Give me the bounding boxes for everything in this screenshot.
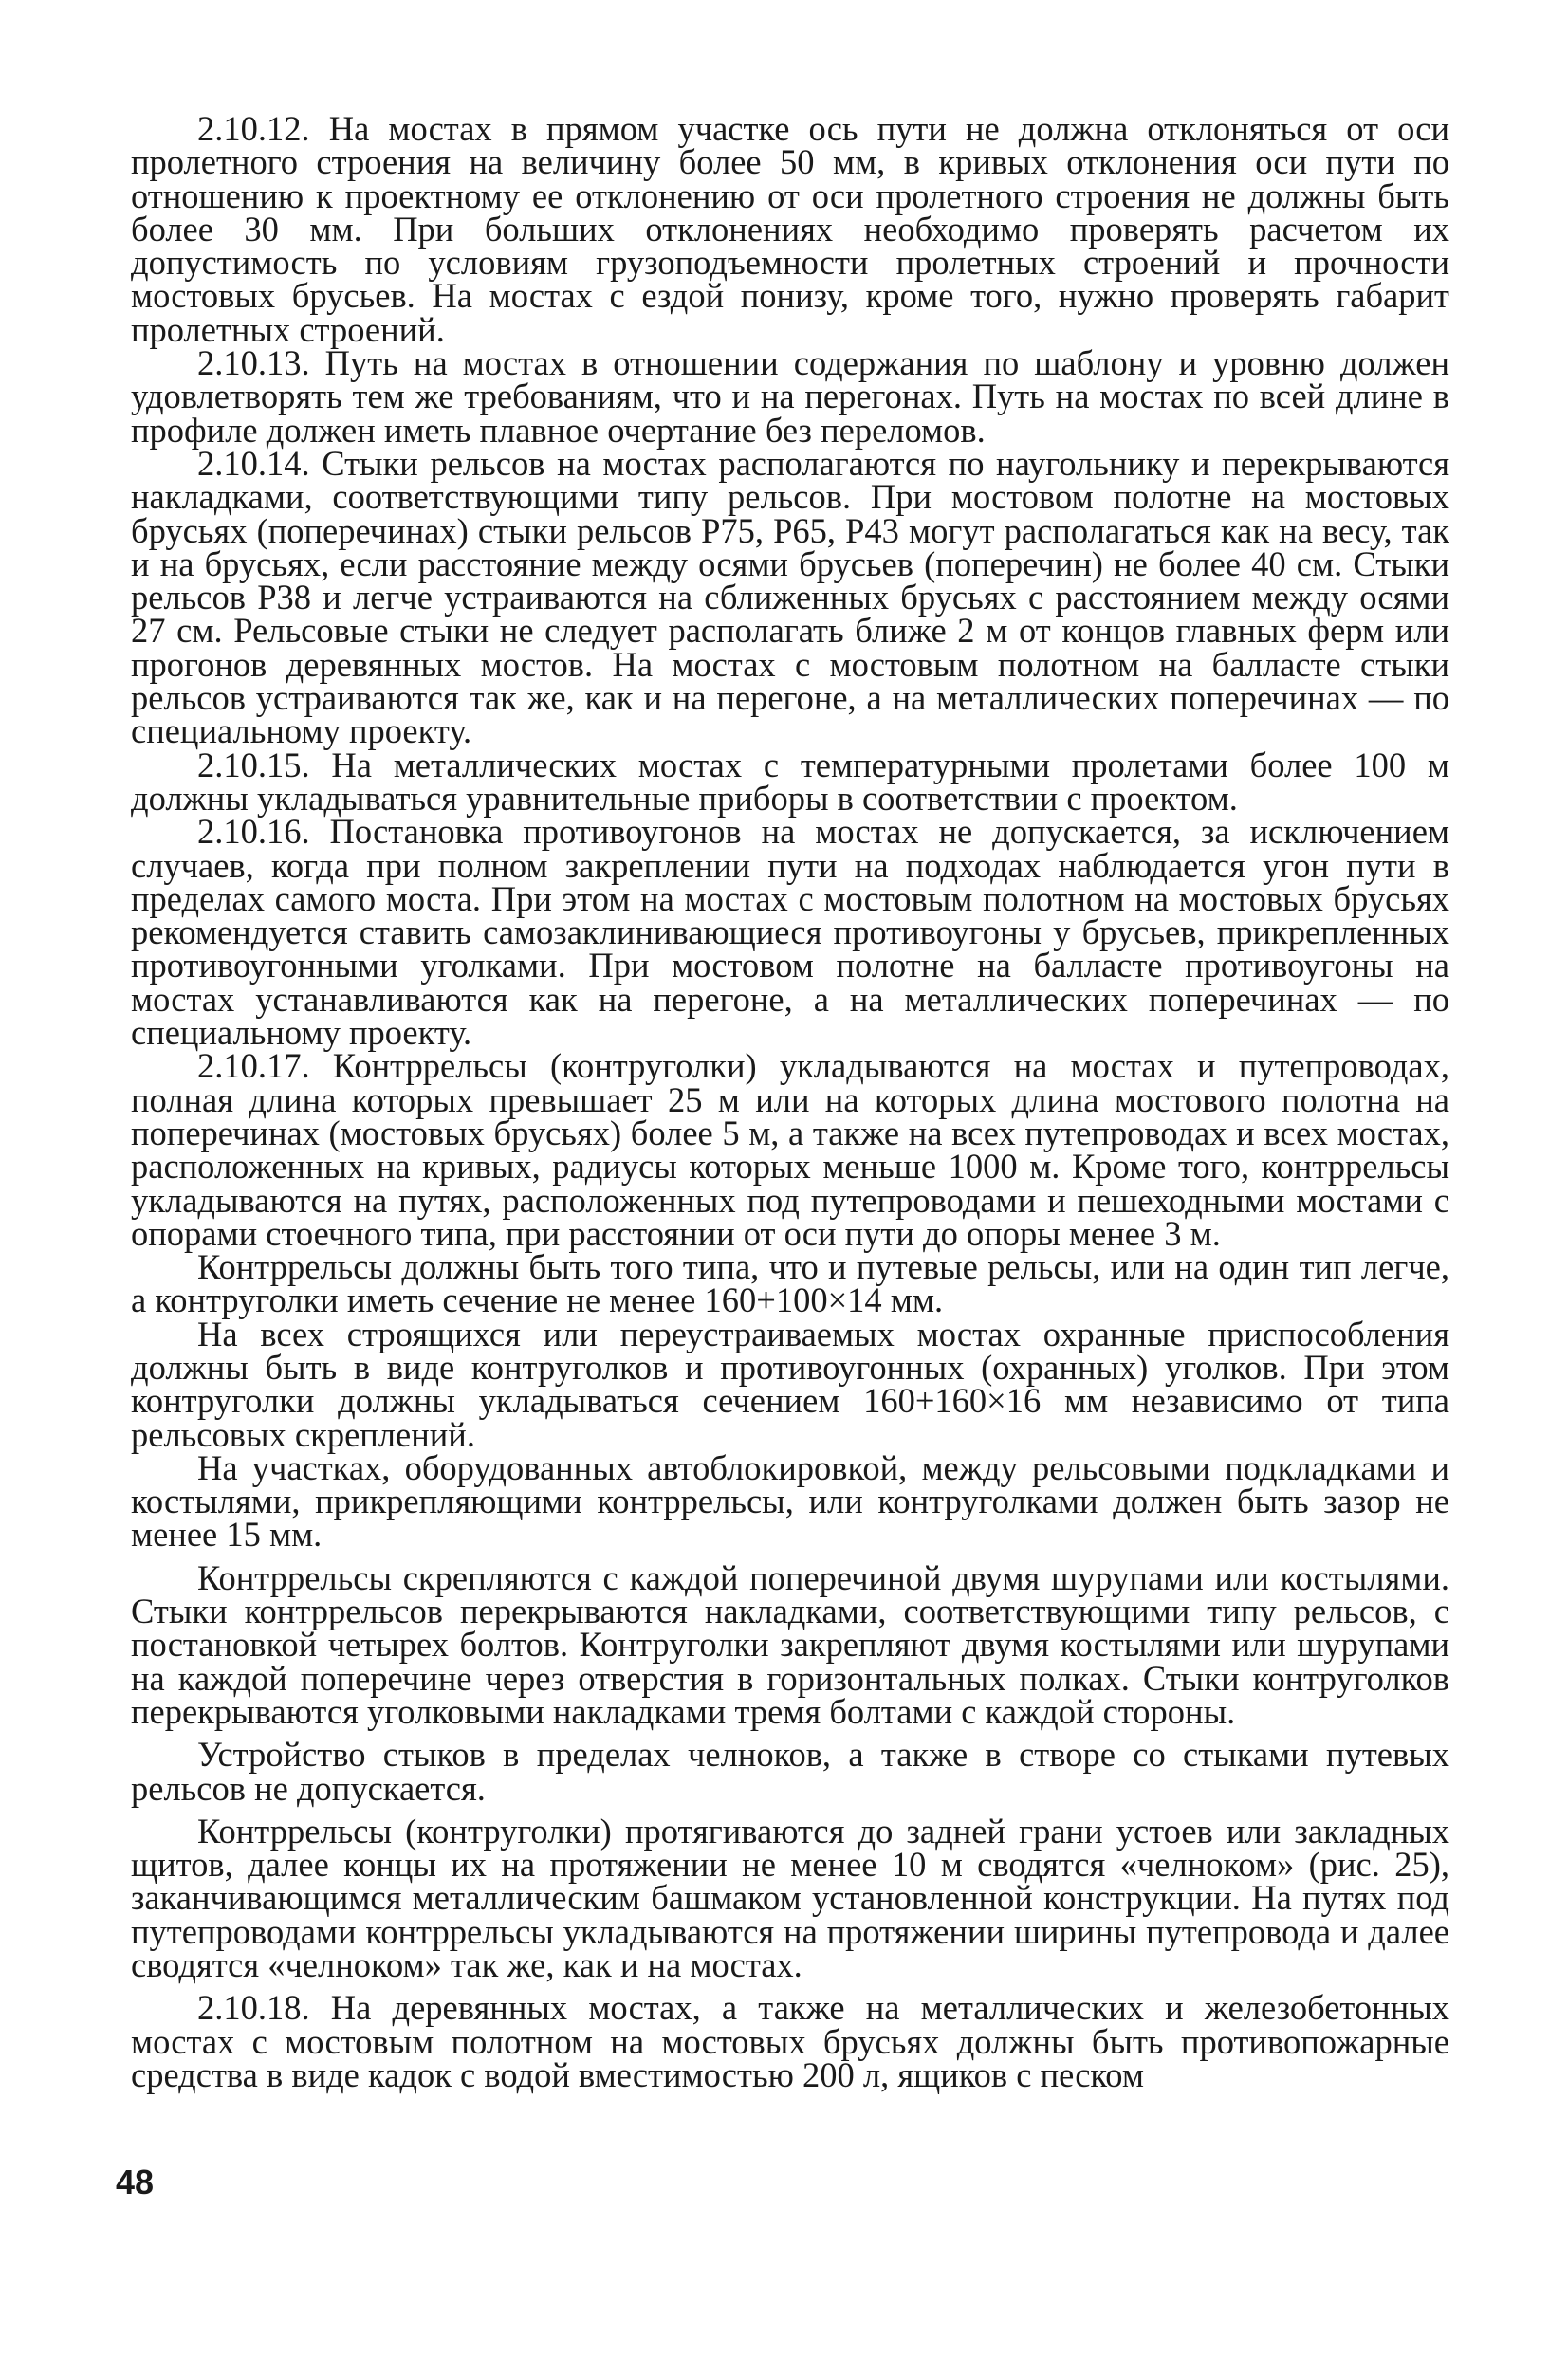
paragraph-joints-shuttles: Устройство стыков в пределах челноков, а также в створе со стыками путевых рельсов не допускается. xyxy=(131,1735,1449,1808)
paragraph-2-10-16: 2.10.16. Постановка противоугонов на мостах не допускается, за исключением случаев, когда при полном закреплении пути на подходах наблюдается угон пути в пределах самого моста. При этом на мостах с мостовым полотном на мостовых брусьях рекомендуется ставить самозаклинивающиеся противоугоны у брусьев, прикрепленных противоугонными уголками. При мостовом полотне на балласте противоугоны на мостах устанавливаются как на перегоне, а на металлических поперечинах — по специальному проекту. xyxy=(131,812,1449,1053)
paragraph-new-bridges: На всех строящихся или переустраиваемых мостах охранные приспособления должны быть в виде контруголков и противоугонных (охранных) уголков. При этом контруголки должны укладываться сечением 160+160×16 мм независимо от типа рельсовых скреплений. xyxy=(131,1314,1449,1454)
paragraph-2-10-17: 2.10.17. Контррельсы (контруголки) укладываются на мостах и путепроводах, полная длина которых превышает 25 м или на которых длина мостового полотна на поперечинах (мостовых брусьях) более 5 м, а также на всех путепроводах и всех мостах, расположенных на кривых, радиусы которых меньше 1000 м. Кроме того, контррельсы укладываются на путях, расположенных под путепроводами и пешеходными мостами с опорами стоечного типа, при расстоянии от оси пути до опоры менее 3 м. xyxy=(131,1046,1449,1253)
paragraph-2-10-18: 2.10.18. На деревянных мостах, а также на металлических и железобетонных мостах с мостовым полотном на мостовых брусьях должны быть противопожарные средства в виде кадок с водой вместимостью 200 л, ящиков с песком xyxy=(131,1988,1449,2094)
paragraph-fastening: Контррельсы скрепляются с каждой поперечиной двумя шурупами или костылями. Стыки контррельсов перекрываются накладками, соответствующими типу рельсов, с постановкой четырех болтов. Контруголки закрепляют двумя костылями или шурупами на каждой поперечине через отверстия в горизонтальных полках. Стыки контруголков перекрываются уголковыми накладками тремя болтами с каждой стороны. xyxy=(131,1557,1449,1731)
paragraph-2-10-14: 2.10.14. Стыки рельсов на мостах располагаются по наугольнику и перекрываются накладками, соответствующими типу рельсов. При мостовом полотне на мостовых брусьях (поперечинах) стыки рельсов Р75, Р65, Р43 могут располагаться как на весу, так и на брусьях, если расстояние между осями брусьев (поперечин) не более 40 см. Стыки рельсов Р38 и легче устраиваются на сближенных брусьях с расстоянием между осями 27 см. Рельсовые стыки не следует располагать ближе 2 м от концов главных ферм или прогонов деревянных мостов. На мостах с мостовым полотном на балласте стыки рельсов устраиваются так же, как и на перегоне, а на металлических поперечинах — по специальному проекту. xyxy=(131,443,1449,751)
page-number: 48 xyxy=(116,2163,155,2201)
page-body xyxy=(131,109,1449,2094)
paragraph-contrrails-type: Контррельсы должны быть того типа, что и путевые рельсы, или на один тип легче, а контруголки иметь сечение не менее 160+100×14 мм. xyxy=(131,1247,1449,1320)
paragraph-2-10-12: 2.10.12. На мостах в прямом участке ось пути не должна отклоняться от оси пролетного строения на величину более 50 мм, в кривых отклонения оси пути по отношению к проектному ее отклонению от оси пролетного строения не должны быть более 30 мм. При больших отклонениях необходимо проверять расчетом их допустимость по условиям грузоподъемности пролетных строений и прочности мостовых брусьев. На мостах с ездой понизу, кроме того, нужно проверять габарит пролетных строений. xyxy=(131,109,1449,349)
paragraph-2-10-15: 2.10.15. На металлических мостах с температурными пролетами более 100 м должны укладываться уравнительные приборы в соответствии с проектом. xyxy=(131,745,1449,818)
paragraph-shuttle: Контррельсы (контруголки) протягиваются до задней грани устоев или закладных щитов, далее концы их на протяжении не менее 10 м сводятся «челноком» (рис. 25), заканчивающимся металлическим башмаком установленной конструкции. На путях под путепроводами контррельсы укладываются на протяжении ширины путепровода и далее сводятся «челноком» так же, как и на мостах. xyxy=(131,1811,1449,1985)
paragraph-autoblock-gap: На участках, оборудованных автоблокировкой, между рельсовыми подкладками и костылями, прикрепляющими контррельсы, или контруголками должен быть зазор не менее 15 мм. xyxy=(131,1447,1449,1555)
paragraph-2-10-13: 2.10.13. Путь на мостах в отношении содержания по шаблону и уровню должен удовлетворять тем же требованиям, что и на перегонах. Путь на мостах по всей длине в профиле должен иметь плавное очертание без переломов. xyxy=(131,343,1449,450)
